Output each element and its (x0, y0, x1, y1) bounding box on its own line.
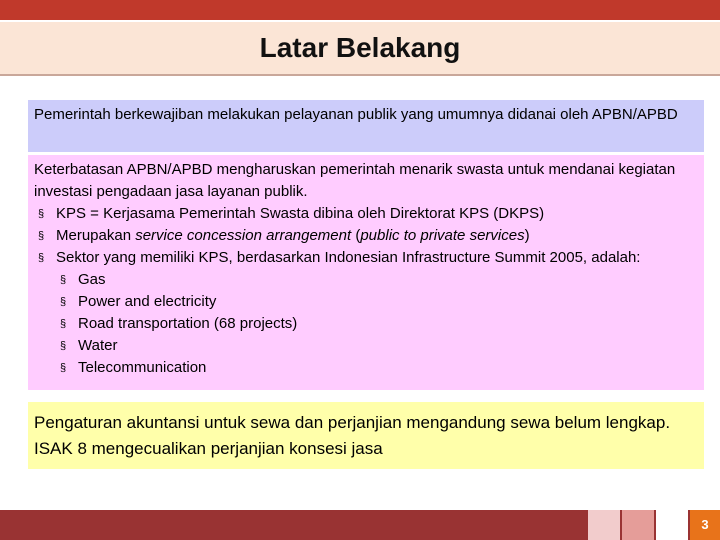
bullet-icon: § (60, 274, 67, 286)
sector-item-text: Gas (78, 271, 106, 288)
footer-block-3 (656, 510, 688, 540)
isak-box (28, 402, 704, 469)
bullet-sc-pre: Merupakan (56, 227, 136, 244)
bullet-icon: § (60, 362, 67, 374)
bullet-service-concession (34, 225, 698, 247)
bullet-icon: § (38, 252, 45, 264)
bullet-kps (34, 203, 698, 225)
bullet-sectors-text: Sektor yang memiliki KPS, berdasarkan Indonesian Infrastructure Summit 2005, adalah: (56, 249, 641, 266)
bullet-icon: § (60, 318, 67, 330)
intro-box (28, 100, 704, 152)
isak-line-2: ISAK 8 mengecualikan perjanjian konsesi jasa (34, 439, 383, 458)
kps-box (28, 155, 704, 390)
kps-intro-text: Keterbatasan APBN/APBD mengharuskan pemerintah menarik swasta untuk mendanai kegiatan investasi pengadaan jasa layanan publik. (34, 161, 676, 200)
sector-item (34, 313, 698, 335)
isak-line-1: Pengaturan akuntansi untuk sewa dan perjanjian mengandung sewa belum lengkap. (34, 413, 671, 432)
sector-item-text: Road transportation (68 projects) (78, 315, 298, 332)
sector-item-text: Power and electricity (78, 293, 217, 310)
sector-item (34, 357, 698, 379)
bullet-sc-italic-2: public to private services (360, 227, 525, 244)
bullet-sc-post: ) (524, 227, 530, 244)
top-bar (0, 0, 720, 22)
sector-item (34, 291, 698, 313)
bullet-icon: § (60, 340, 67, 352)
sector-item (34, 269, 698, 291)
sector-item-text: Telecommunication (78, 359, 207, 376)
sector-item (34, 335, 698, 357)
bullet-sc-mid: ( (351, 227, 361, 244)
bullet-kps-text: KPS = Kerjasama Pemerintah Swasta dibina oleh Direktorat KPS (DKPS) (56, 205, 545, 222)
bullet-sectors (34, 247, 698, 269)
bullet-icon: § (38, 208, 45, 220)
top-accent-bar (0, 0, 720, 20)
slide-title: Latar Belakang (259, 32, 461, 63)
sector-item-text: Water (78, 337, 118, 354)
bullet-icon: § (38, 230, 45, 242)
footer-block-2 (622, 510, 654, 540)
bullet-icon: § (60, 296, 67, 308)
footer-block-1 (588, 510, 620, 540)
bullet-sc-italic-1: service concession arrangement (135, 227, 352, 244)
intro-text: Pemerintah berkewajiban melakukan pelayanan publik yang umumnya didanai oleh APBN/APBD (34, 106, 678, 123)
title-banner (0, 22, 720, 76)
page-number: 3 (701, 517, 709, 532)
